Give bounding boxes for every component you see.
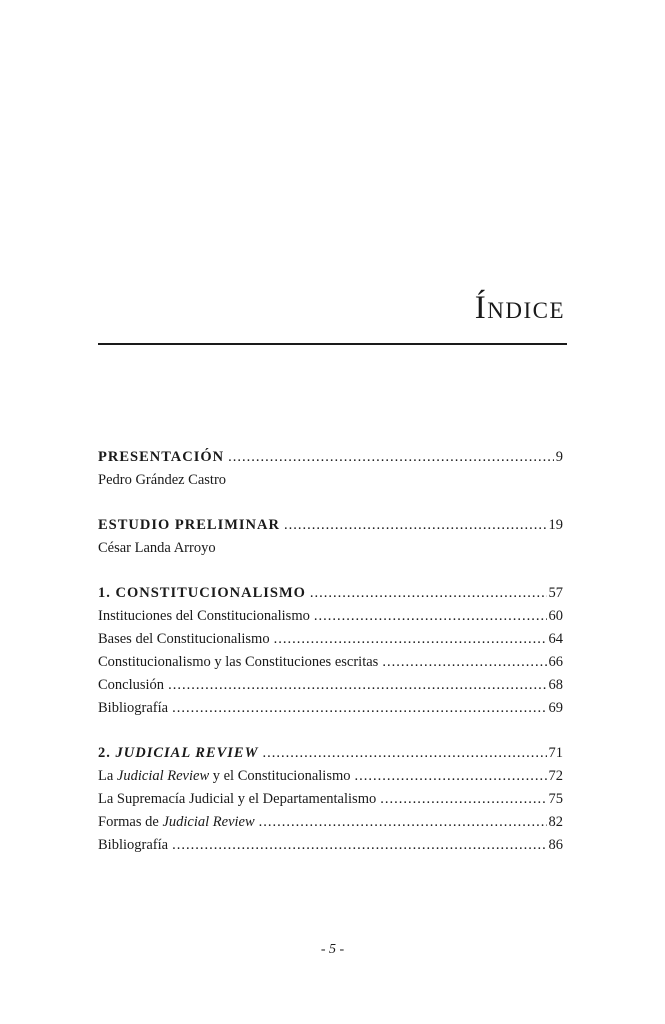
toc-page-number: 72 (548, 768, 563, 784)
toc-item[interactable] (98, 765, 563, 788)
toc-entry-estudio-preliminar[interactable] (98, 514, 563, 537)
dot-leader (284, 514, 547, 537)
toc-item[interactable] (98, 628, 563, 651)
dot-leader (228, 446, 554, 469)
toc-item[interactable] (98, 788, 563, 811)
toc-entry-judicial-review[interactable] (98, 742, 563, 765)
page-title: Índice (474, 290, 565, 326)
toc-page-number: 57 (548, 585, 563, 601)
toc-item[interactable] (98, 674, 563, 697)
toc-page-number: 71 (548, 745, 563, 761)
dot-leader (314, 605, 547, 628)
toc-page-number: 66 (548, 654, 563, 670)
dot-leader (274, 628, 547, 651)
toc-item[interactable] (98, 697, 563, 720)
toc-item-label: Instituciones del Constitucionalismo (98, 608, 310, 624)
toc-item-label: La Supremacía Judicial y el Departamentalismo (98, 791, 377, 807)
toc-entry-presentacion[interactable] (98, 446, 563, 469)
table-of-contents (98, 446, 563, 857)
toc-page-number: 86 (548, 837, 563, 853)
toc-page-number: 82 (548, 814, 563, 830)
toc-item-label: Conclusión (98, 677, 165, 693)
toc-author: Pedro Grández Castro (98, 472, 227, 488)
toc-author: César Landa Arroyo (98, 540, 216, 556)
toc-page-number: 19 (548, 517, 563, 533)
toc-page-number: 9 (555, 449, 563, 465)
dot-leader (172, 834, 546, 857)
toc-item-label: Bases del Constitucionalismo (98, 631, 270, 647)
toc-item-label: Constitucionalismo y las Constituciones escritas (98, 654, 379, 670)
toc-page-number: 68 (548, 677, 563, 693)
dot-leader (263, 742, 547, 765)
toc-page-number: 60 (548, 608, 563, 624)
dot-leader (355, 765, 547, 788)
toc-heading-label: PRESENTACIÓN (98, 449, 225, 465)
toc-item[interactable] (98, 811, 563, 834)
toc-item-label: Formas de Judicial Review (98, 814, 255, 830)
toc-heading-label: 2. JUDICIAL REVIEW (98, 745, 259, 761)
toc-page-number: 64 (548, 631, 563, 647)
dot-leader (380, 788, 546, 811)
toc-item[interactable] (98, 651, 563, 674)
toc-item[interactable] (98, 605, 563, 628)
toc-entry-constitucionalismo[interactable] (98, 582, 563, 605)
title-rule (98, 343, 567, 345)
dot-leader (382, 651, 546, 674)
dot-leader (168, 674, 546, 697)
dot-leader (172, 697, 546, 720)
toc-item-label: Bibliografía (98, 837, 169, 853)
page-number: - 5 - (320, 942, 345, 957)
toc-heading-label: 1. CONSTITUCIONALISMO (98, 585, 306, 601)
toc-page-number: 75 (548, 791, 563, 807)
toc-page-number: 69 (548, 700, 563, 716)
dot-leader (310, 582, 547, 605)
toc-heading-label: ESTUDIO PRELIMINAR (98, 517, 280, 533)
toc-item-label: La Judicial Review y el Constitucionalismo (98, 768, 351, 784)
toc-item-label: Bibliografía (98, 700, 169, 716)
dot-leader (259, 811, 547, 834)
toc-item[interactable] (98, 834, 563, 857)
